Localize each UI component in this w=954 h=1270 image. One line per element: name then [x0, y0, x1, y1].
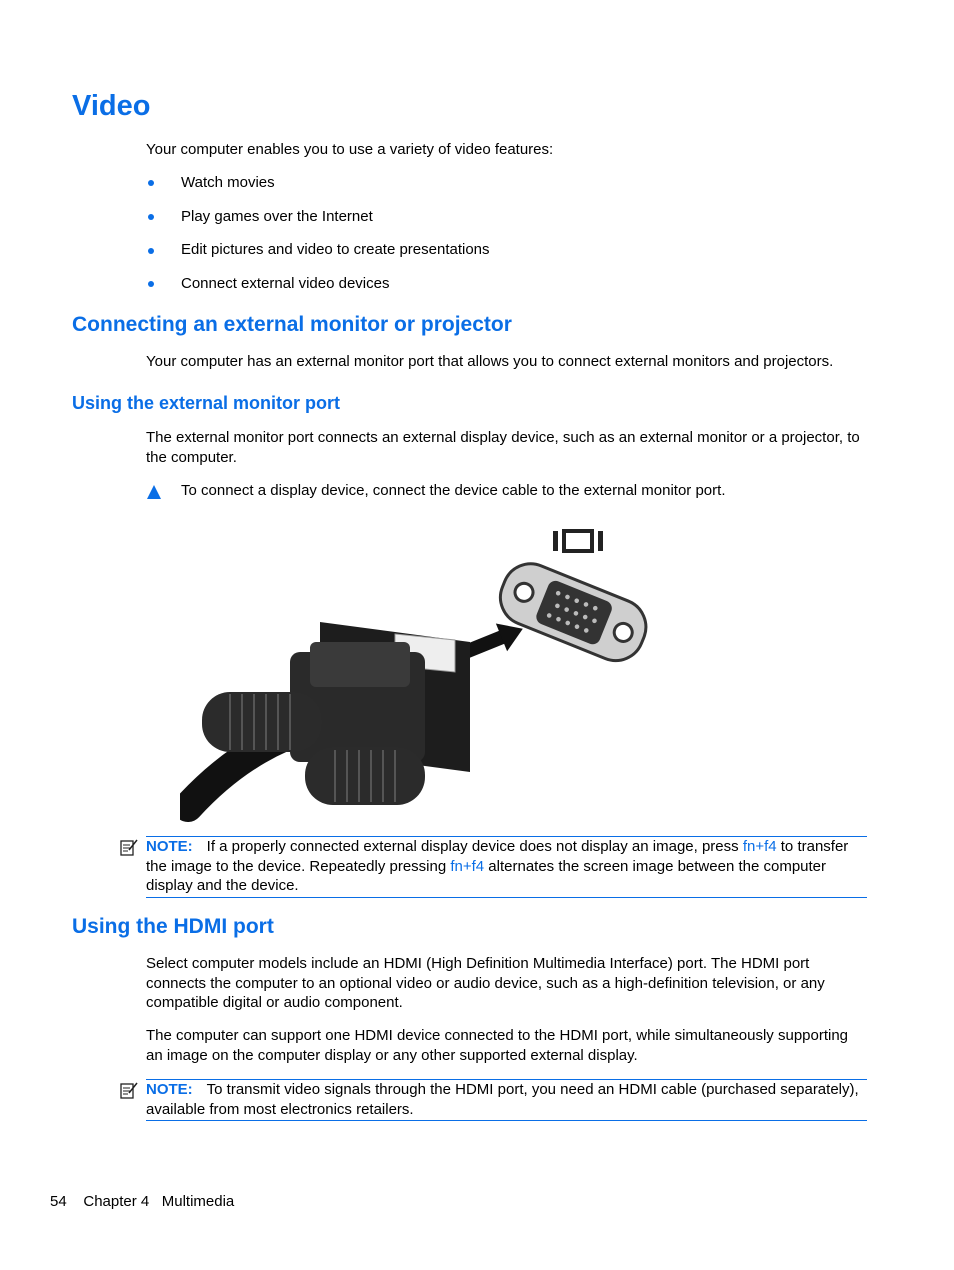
page-footer	[50, 1193, 234, 1210]
list-item: Watch movies	[181, 174, 275, 191]
page-number: 54	[50, 1193, 67, 1210]
note-text: If a properly connected external display device does not display an image, press	[206, 838, 743, 855]
step-triangle-icon	[146, 484, 162, 500]
subsection-heading: Using the external monitor port	[72, 393, 341, 413]
note-text: alternates the screen image between the computer display and the device.	[146, 857, 827, 894]
note-text: To transmit video signals through the HDMI port, you need an HDMI cable (purchased separately), available from most electronics retailers.	[146, 1081, 859, 1118]
list-item: Connect external video devices	[181, 275, 390, 292]
note-icon	[120, 1081, 138, 1099]
chapter-title: Multimedia	[161, 1193, 235, 1210]
vga-connector-illustration	[180, 522, 650, 822]
note-label: NOTE:	[146, 838, 193, 855]
external-monitor-icon	[553, 531, 603, 551]
bullet-dot	[148, 214, 154, 220]
intro-text: Your computer enables you to use a variety of video features:	[146, 141, 554, 158]
section-heading: Connecting an external monitor or projector	[72, 313, 512, 336]
bullet-dot	[148, 180, 154, 186]
key-combo: fn+f4	[450, 857, 485, 875]
note-box	[146, 1079, 867, 1121]
list-item: Play games over the Internet	[181, 208, 373, 225]
chapter-label: Chapter 4	[83, 1193, 150, 1210]
list-item: Edit pictures and video to create presentations	[181, 241, 490, 258]
key-combo: fn+f4	[742, 838, 777, 855]
note-icon	[120, 838, 138, 856]
note-text: to transfer the image to the device. Repeatedly pressing	[146, 838, 849, 875]
note-box	[146, 836, 867, 898]
page-title: Video	[72, 90, 151, 122]
section-text: Select computer models include an HDMI (High Definition Multimedia Interface) port. The HDMI port connects the computer to an optional video or audio device, such as a high-definition television, or any compatible digital or audio component.	[146, 955, 825, 1011]
section-text: Your computer has an external monitor port that allows you to connect external monitors and projectors.	[146, 353, 834, 370]
subsection-text: The external monitor port connects an external display device, such as an external monitor or a projector, to the computer.	[146, 429, 860, 466]
section-heading: Using the HDMI port	[72, 915, 274, 938]
step-text: To connect a display device, connect the device cable to the external monitor port.	[181, 482, 726, 499]
section-text: The computer can support one HDMI device connected to the HDMI port, while simultaneously supporting an image on the computer display or any other supported external display.	[146, 1027, 849, 1064]
bullet-dot	[148, 281, 154, 287]
note-label: NOTE:	[146, 1081, 193, 1098]
bullet-dot	[148, 248, 154, 254]
